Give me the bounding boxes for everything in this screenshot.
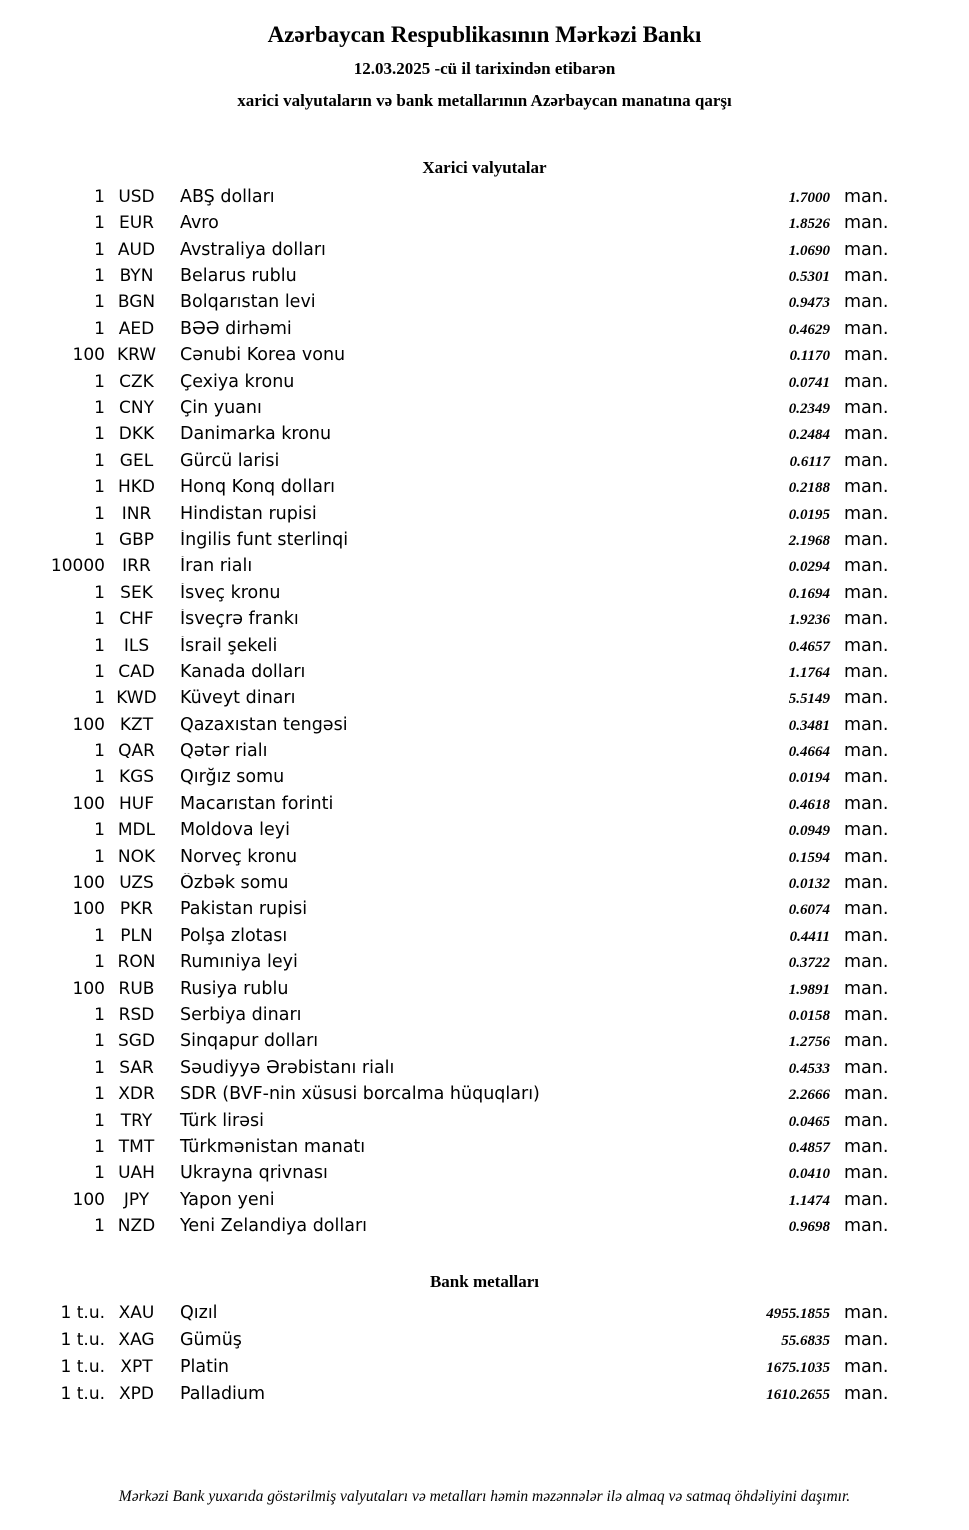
quantity-value: 1 (94, 266, 105, 287)
exchange-rate-value: 0.2349 (788, 401, 830, 418)
metal-rates-table (0, 1303, 969, 1411)
rate-row (0, 187, 889, 213)
quantity-value: 1 (94, 424, 105, 445)
unit-label: man. (844, 1110, 889, 1131)
currency-name: Gümüş (180, 1329, 242, 1350)
quantity-value: 1 (94, 477, 105, 498)
unit-label: man. (844, 925, 889, 946)
currency-code: AUD (117, 239, 156, 260)
metals-section-title: Bank metalları (429, 1271, 540, 1291)
quantity-value: 100 (72, 873, 105, 894)
unit-label: man. (844, 1084, 889, 1105)
currency-code: HUF (118, 793, 154, 814)
rate-row (0, 688, 889, 714)
rate-row (0, 979, 889, 1005)
rate-row (0, 556, 889, 582)
exchange-rate-value: 1.1764 (788, 664, 830, 681)
rate-row (0, 266, 889, 292)
exchange-rate-value: 0.2188 (788, 480, 830, 497)
rate-row (0, 1137, 889, 1163)
quantity-value: 1 (94, 1031, 105, 1052)
exchange-rate-value: 0.0194 (788, 770, 830, 787)
currency-code: ILS (123, 635, 150, 656)
currency-code: INR (121, 503, 152, 524)
page-subtitle: xarici valyutaların və bank metallarının Azərbaycan manatına qarşı (237, 90, 732, 110)
currency-code: UZS (119, 873, 154, 894)
unit-label: man. (844, 1216, 889, 1237)
foreign-currencies-section (0, 158, 969, 1243)
exchange-rate-value: 0.4629 (788, 321, 830, 338)
currency-name: Avstraliya dolları (180, 239, 326, 260)
unit-label: man. (844, 503, 889, 524)
quantity-value: 100 (72, 1189, 105, 1210)
quantity-value: 1 (94, 213, 105, 234)
exchange-rate-value: 4955.1855 (766, 1305, 830, 1322)
unit-label: man. (844, 371, 889, 392)
unit-label: man. (844, 1005, 889, 1025)
unit-label: man. (844, 186, 889, 207)
rate-row (0, 504, 889, 530)
quantity-value: 1 (94, 1216, 105, 1237)
currency-name: Palladium (180, 1383, 266, 1404)
rate-row (0, 847, 889, 873)
unit-label: man. (844, 318, 889, 339)
unit-label: man. (844, 292, 889, 313)
quantity-value: 1 (94, 661, 105, 682)
exchange-rate-value: 0.0158 (788, 1008, 830, 1024)
unit-label: man. (844, 1057, 889, 1078)
exchange-rate-value: 55.6835 (781, 1332, 830, 1349)
quantity-value: 10000 (50, 556, 105, 577)
page-header (0, 20, 969, 111)
rate-row (0, 1111, 889, 1137)
exchange-rate-value: 0.6117 (789, 453, 830, 470)
unit-label: man. (844, 582, 889, 603)
currency-code: SGD (117, 1031, 156, 1052)
unit-label: man. (844, 661, 889, 682)
quantity-value: 1 (94, 450, 105, 471)
unit-label: man. (844, 1031, 889, 1052)
currency-code: CZK (119, 371, 154, 392)
exchange-rate-value: 1.1474 (788, 1192, 830, 1209)
exchange-rate-value: 0.2484 (788, 427, 830, 444)
rate-row (0, 1357, 889, 1384)
quantity-value: 1 (94, 503, 105, 524)
currency-name: Bolqarıstan levi (180, 292, 316, 313)
currency-name: Türkmənistan manatı (180, 1136, 366, 1157)
currency-code: KWD (116, 688, 157, 709)
unit-label: man. (844, 952, 889, 973)
currency-name: Rusiya rublu (180, 978, 289, 999)
rate-row (0, 952, 889, 978)
exchange-rate-value: 0.0195 (788, 506, 830, 523)
rate-row (0, 292, 889, 318)
currency-name: Yeni Zelandiya dolları (180, 1216, 368, 1237)
rate-row (0, 1190, 889, 1216)
currency-code: XPT (120, 1356, 153, 1377)
exchange-rate-value: 1675.1035 (766, 1359, 830, 1376)
unit-label: man. (844, 1189, 889, 1210)
unit-label: man. (844, 266, 889, 287)
rate-row (0, 1216, 889, 1242)
unit-label: man. (844, 688, 889, 709)
currency-name: Qızıl (180, 1302, 218, 1323)
unit-label: man. (844, 767, 889, 788)
currency-name: İsrail şekeli (180, 635, 278, 656)
exchange-rate-value: 0.0410 (788, 1166, 830, 1183)
currency-name: Qazaxıstan tengəsi (180, 714, 348, 735)
exchange-rate-value: 0.0132 (788, 876, 830, 893)
currency-code: QAR (118, 741, 155, 762)
unit-label: man. (844, 213, 889, 234)
currency-code: XDR (118, 1084, 155, 1105)
exchange-rate-value: 1610.2655 (766, 1386, 830, 1403)
unit-label: man. (844, 345, 889, 366)
unit-label: man. (844, 556, 889, 577)
currency-name: Avro (180, 213, 219, 234)
currency-name: ABŞ dolları (180, 186, 275, 207)
rate-row (0, 741, 889, 767)
currency-name: Küveyt dinarı (180, 688, 296, 709)
unit-label: man. (844, 398, 889, 419)
rate-row (0, 1330, 889, 1357)
currency-code: JPY (123, 1189, 150, 1210)
currency-name: Macarıstan forinti (180, 793, 334, 814)
currency-code: EUR (119, 213, 154, 234)
currency-name: Serbiya dinarı (180, 1005, 302, 1025)
unit-label: man. (844, 1302, 889, 1323)
exchange-rate-value: 0.4857 (788, 1139, 830, 1156)
unit-label: man. (844, 846, 889, 867)
quantity-value: 1 (94, 1084, 105, 1105)
currency-name: İsveçrə frankı (180, 609, 299, 630)
currency-code: CNY (119, 398, 154, 419)
currency-name: Səudiyyə Ərəbistanı rialı (180, 1057, 395, 1078)
unit-label: man. (844, 424, 889, 445)
quantity-value: 100 (72, 978, 105, 999)
quantity-value: 1 (94, 1110, 105, 1131)
quantity-value: 1 (94, 186, 105, 207)
rate-row (0, 1303, 889, 1330)
unit-label: man. (844, 635, 889, 656)
unit-label: man. (844, 741, 889, 762)
currency-code: BGN (117, 292, 156, 313)
currency-code: RSD (118, 1005, 155, 1025)
unit-label: man. (844, 450, 889, 471)
currency-name: Polşa zlotası (180, 925, 288, 946)
quantity-value: 1 (94, 1136, 105, 1157)
unit-label: man. (844, 978, 889, 999)
unit-label: man. (844, 714, 889, 735)
quantity-value: 1 (94, 820, 105, 841)
rate-row (0, 477, 889, 503)
currency-code: DKK (118, 424, 155, 445)
rate-row (0, 1384, 889, 1411)
unit-label: man. (844, 1356, 889, 1377)
rate-row (0, 926, 889, 952)
rate-row (0, 213, 889, 239)
rate-row (0, 345, 889, 371)
unit-label: man. (844, 609, 889, 630)
currency-code: HKD (117, 477, 156, 498)
exchange-rate-value: 0.0741 (788, 374, 830, 391)
currency-code: SEK (120, 582, 153, 603)
exchange-rate-value: 0.6074 (788, 902, 830, 919)
exchange-rate-value: 0.0294 (788, 559, 830, 576)
quantity-value: 1 t.u. (60, 1383, 105, 1404)
currency-name: İran rialı (180, 556, 253, 577)
quantity-value: 1 t.u. (60, 1356, 105, 1377)
currency-code: MDL (117, 820, 156, 841)
exchange-rate-value: 1.9236 (788, 612, 830, 629)
currency-code: GEL (119, 450, 154, 471)
currency-name: Hindistan rupisi (180, 503, 317, 524)
currency-name: BƏƏ dirhəmi (180, 318, 292, 339)
currency-name: Çexiya kronu (180, 371, 295, 392)
exchange-rate-value: 2.2666 (788, 1087, 830, 1104)
currency-name: Gürcü larisi (180, 450, 280, 471)
exchange-rate-value: 0.4618 (788, 796, 830, 813)
currency-name: Ukrayna qrivnası (180, 1163, 328, 1184)
currency-name: Belarus rublu (180, 266, 297, 287)
unit-label: man. (844, 1329, 889, 1350)
quantity-value: 1 (94, 398, 105, 419)
currency-code: SAR (119, 1057, 154, 1078)
quantity-value: 1 (94, 635, 105, 656)
rate-row (0, 715, 889, 741)
exchange-rate-value: 0.0465 (788, 1113, 830, 1130)
bank-title: Azərbaycan Respublikasının Mərkəzi Bankı (267, 22, 702, 47)
currency-code: UAH (118, 1163, 155, 1184)
currency-code: GBP (118, 529, 155, 550)
disclaimer-text: Mərkəzi Bank yuxarıda göstərilmiş valyutaları və metalları həmin məzənnələr ilə almaq və satmaq öhdəliyini daşımır. (118, 1488, 851, 1505)
exchange-rate-value: 0.0949 (788, 823, 830, 840)
currency-name: Qırğız somu (180, 767, 285, 788)
currency-code: KZT (119, 714, 154, 735)
currency-code: BYN (119, 266, 154, 287)
quantity-value: 1 (94, 688, 105, 709)
quantity-value: 1 (94, 292, 105, 313)
exchange-rate-value: 0.1594 (788, 849, 830, 866)
quantity-value: 1 (94, 925, 105, 946)
currency-name: Çin yuanı (180, 398, 262, 419)
quantity-value: 1 t.u. (60, 1302, 105, 1323)
unit-label: man. (844, 239, 889, 260)
exchange-rate-value: 0.1170 (789, 348, 830, 365)
exchange-rate-value: 1.8526 (788, 216, 830, 233)
unit-label: man. (844, 820, 889, 841)
exchange-rate-value: 0.9473 (788, 295, 830, 312)
exchange-rate-value: 0.5301 (788, 269, 830, 286)
currency-name: İsveç kronu (180, 582, 281, 603)
effective-date-line: 12.03.2025 -cü il tarixindən etibarən (353, 58, 616, 78)
currency-code: RUB (118, 978, 155, 999)
exchange-rate-value: 5.5149 (788, 691, 830, 708)
currency-name: Türk lirəsi (180, 1110, 264, 1131)
rate-row (0, 662, 889, 688)
currency-rates-table (0, 187, 969, 1243)
rate-row (0, 1005, 889, 1031)
quantity-value: 1 (94, 767, 105, 788)
rate-row (0, 1058, 889, 1084)
currency-code: RON (117, 952, 156, 973)
rate-row (0, 636, 889, 662)
unit-label: man. (844, 529, 889, 550)
quantity-value: 1 (94, 609, 105, 630)
currency-name: Danimarka kronu (180, 424, 332, 445)
currency-name: İngilis funt sterlinqi (180, 529, 349, 550)
unit-label: man. (844, 873, 889, 894)
currency-code: KGS (118, 767, 155, 788)
quantity-value: 100 (72, 714, 105, 735)
currency-name: Kanada dolları (180, 661, 306, 682)
currency-name: Rumıniya leyi (180, 952, 298, 973)
currency-name: Yapon yeni (180, 1189, 275, 1210)
exchange-rate-value: 0.4664 (788, 744, 830, 761)
rate-row (0, 1084, 889, 1110)
exchange-rate-value: 1.7000 (788, 189, 830, 206)
rate-row (0, 240, 889, 266)
currency-code: XPD (119, 1383, 154, 1404)
currency-name: Özbək somu (180, 873, 289, 894)
exchange-rate-value: 2.1968 (788, 532, 830, 549)
exchange-rate-value: 0.1694 (788, 585, 830, 602)
currency-name: Pakistan rupisi (180, 899, 308, 920)
currency-code: TMT (118, 1136, 155, 1157)
currency-code: USD (118, 186, 155, 207)
currency-code: CAD (118, 661, 155, 682)
currency-code: NOK (117, 846, 156, 867)
rate-row (0, 530, 889, 556)
currency-name: Moldova leyi (180, 820, 290, 841)
exchange-rate-value: 0.4657 (788, 638, 830, 655)
currency-name: Cənubi Korea vonu (180, 345, 346, 366)
quantity-value: 1 (94, 1163, 105, 1184)
exchange-rate-value: 0.9698 (788, 1219, 830, 1236)
unit-label: man. (844, 1163, 889, 1184)
currency-code: NZD (117, 1216, 156, 1237)
rate-row (0, 873, 889, 899)
exchange-rate-value: 1.0690 (788, 242, 830, 259)
bank-metals-section (0, 1272, 969, 1411)
quantity-value: 1 (94, 1057, 105, 1078)
currency-name: Sinqapur dolları (180, 1031, 319, 1052)
rate-row (0, 398, 889, 424)
currency-name: Platin (180, 1356, 229, 1377)
currency-code: AED (118, 318, 155, 339)
currency-name: Honq Konq dolları (180, 477, 336, 498)
unit-label: man. (844, 1383, 889, 1404)
exchange-rate-value: 1.2756 (788, 1034, 830, 1051)
rate-row (0, 820, 889, 846)
rate-row (0, 372, 889, 398)
rate-row (0, 451, 889, 477)
currency-name: Qətər rialı (180, 741, 268, 762)
quantity-value: 1 (94, 952, 105, 973)
unit-label: man. (844, 1136, 889, 1157)
rate-row (0, 583, 889, 609)
exchange-rate-value: 0.3481 (788, 717, 830, 734)
quantity-value: 100 (72, 793, 105, 814)
quantity-value: 1 (94, 582, 105, 603)
quantity-value: 1 (94, 741, 105, 762)
currency-code: PLN (120, 925, 153, 946)
currency-code: KRW (116, 345, 157, 366)
exchange-rate-value: 0.3722 (788, 955, 830, 972)
rate-row (0, 767, 889, 793)
exchange-rate-value: 1.9891 (788, 981, 830, 998)
unit-label: man. (844, 793, 889, 814)
currency-name: Norveç kronu (180, 846, 298, 867)
quantity-value: 100 (72, 899, 105, 920)
currency-name: SDR (BVF-nin xüsusi borcalma hüquqları) (180, 1084, 540, 1105)
currency-code: CHF (119, 609, 154, 630)
quantity-value: 1 (94, 318, 105, 339)
quantity-value: 1 (94, 371, 105, 392)
rate-row (0, 319, 889, 345)
quantity-value: 1 (94, 1005, 105, 1025)
unit-label: man. (844, 477, 889, 498)
currency-code: TRY (120, 1110, 153, 1131)
rate-row (0, 609, 889, 635)
quantity-value: 1 (94, 529, 105, 550)
rate-row (0, 794, 889, 820)
quantity-value: 1 t.u. (60, 1329, 105, 1350)
currency-code: PKR (119, 899, 154, 920)
quantity-value: 1 (94, 846, 105, 867)
currencies-section-title: Xarici valyutalar (422, 157, 547, 177)
currency-code: IRR (122, 556, 151, 577)
quantity-value: 1 (94, 239, 105, 260)
exchange-rate-value: 0.4411 (789, 928, 830, 945)
rate-row (0, 424, 889, 450)
exchange-rate-value: 0.4533 (788, 1060, 830, 1077)
currency-code: XAU (118, 1302, 155, 1323)
quantity-value: 100 (72, 345, 105, 366)
disclaimer (0, 1488, 969, 1506)
unit-label: man. (844, 899, 889, 920)
rate-row (0, 1163, 889, 1189)
rate-row (0, 899, 889, 925)
currency-code: XAG (118, 1329, 155, 1350)
rate-row (0, 1031, 889, 1057)
